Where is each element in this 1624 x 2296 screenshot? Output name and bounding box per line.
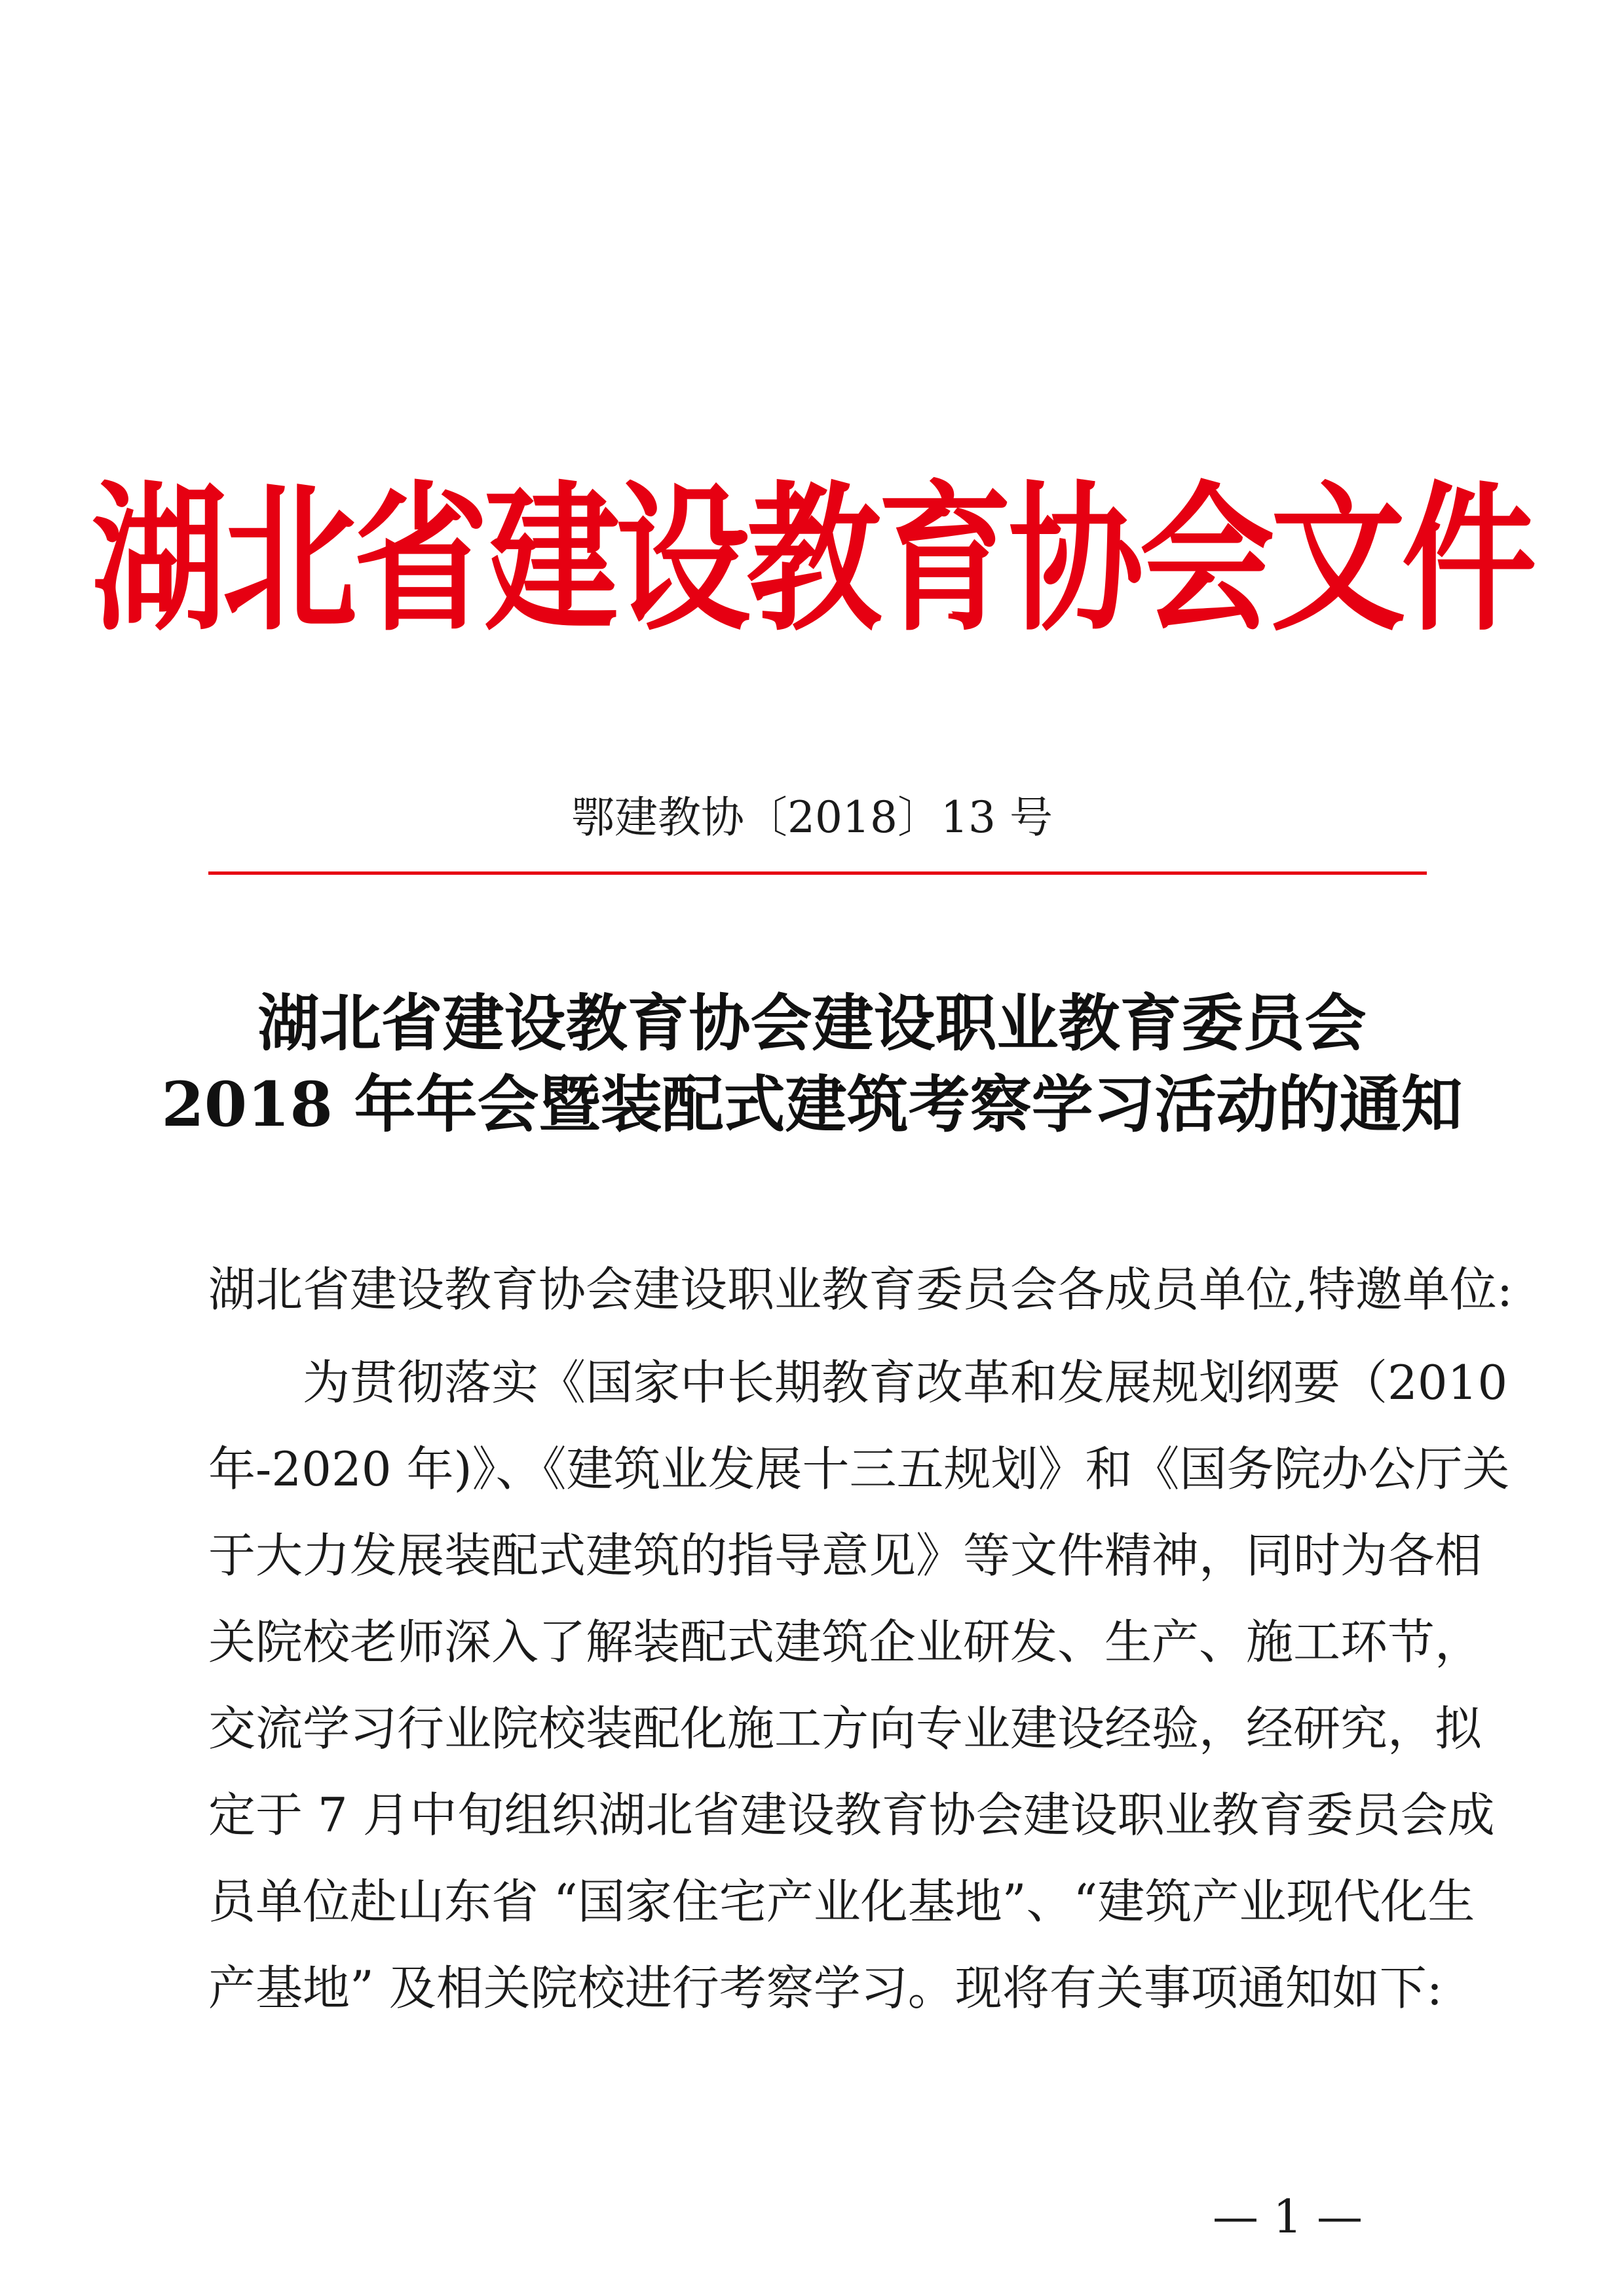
document-number: 鄂建教协〔2018〕13 号 xyxy=(571,792,1053,843)
addressee-line: 湖北省建设教育协会建设职业教育委员会各成员单位,特邀单位: xyxy=(208,1262,1513,1317)
body-line: 交流学习行业院校装配化施工方向专业建设经验，经研究，拟 xyxy=(208,1701,1482,1756)
body-line: 于大力发展装配式建筑的指导意见》等文件精神，同时为各相 xyxy=(208,1528,1482,1583)
red-separator-rule xyxy=(208,871,1427,875)
body-line: 定于 7 月中旬组织湖北省建设教育协会建设职业教育委员会成 xyxy=(208,1788,1495,1843)
body-paragraph xyxy=(208,1339,1510,2031)
body-line: 关院校老师深入了解装配式建筑企业研发、生产、施工环节， xyxy=(208,1615,1482,1670)
body-line: 员单位赴山东省 “国家住宅产业化基地”、“建筑产业现代化生 xyxy=(208,1874,1475,1929)
body-line: 产基地” 及相关院校进行考察学习。现将有关事项通知如下: xyxy=(208,1961,1443,2016)
masthead-title: 湖北省建设教育协会文件 xyxy=(91,465,1533,653)
notice-title-line-2: 2018 年年会暨装配式建筑考察学习活动的通知 xyxy=(161,1069,1463,1141)
body-line: 为贯彻落实《国家中长期教育改革和发展规划纲要（2010 xyxy=(303,1355,1508,1410)
page-number: — 1 — xyxy=(1212,2190,1363,2244)
body-line: 年-2020 年)》、《建筑业发展十三五规划》和《国务院办公厅关 xyxy=(208,1442,1510,1497)
notice-title-line-1: 湖北省建设教育协会建设职业教育委员会 xyxy=(257,987,1367,1060)
notice-title xyxy=(0,983,1624,1145)
